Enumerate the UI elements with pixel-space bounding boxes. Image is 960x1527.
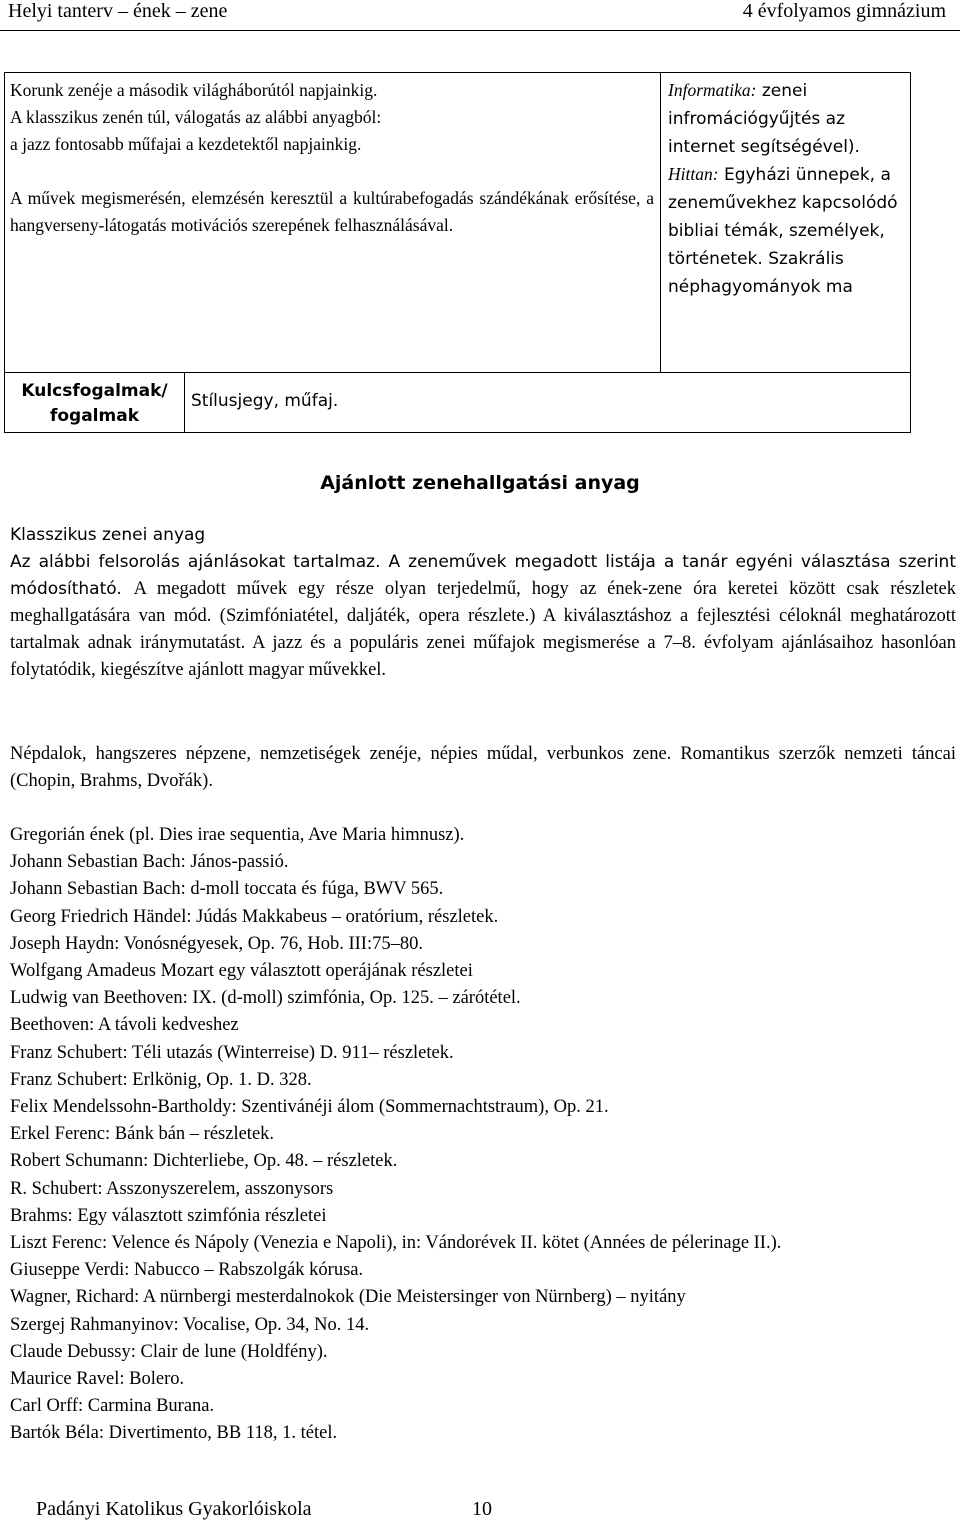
list-item: R. Schubert: Asszonyszerelem, asszonysors <box>10 1178 334 1199</box>
list-item: Johann Sebastian Bach: János-passió. <box>10 852 289 873</box>
list-item: Liszt Ferenc: Velence és Nápoly (Venezia e Napoli), in: Vándorévek II. kötet (Années de pélerinage II.). <box>10 1233 782 1254</box>
footer-school-name: Padányi Katolikus Gyakorlóiskola <box>36 1498 312 1520</box>
connections-cell <box>668 77 908 301</box>
key-concepts-label <box>5 379 184 429</box>
page-footer <box>36 1498 492 1521</box>
list-item: Georg Friedrich Händel: Júdás Makkabeus – oratórium, részletek. <box>10 906 499 927</box>
list-item: Brahms: Egy választott szimfónia részletei <box>10 1205 327 1226</box>
list-item: Johann Sebastian Bach: d-moll toccata és fúga, BWV 565. <box>10 879 444 900</box>
page-header <box>0 0 960 31</box>
list-item: Wagner, Richard: A nürnbergi mesterdalnokok (Die Meistersinger von Nürnberg) – nyitány <box>10 1287 686 1308</box>
works-list <box>10 822 956 1448</box>
hittan-text: Egyházi ünnepek, a zeneművekhez kapcsolódó bibliai témák, személyek, történetek. Szakrális néphagyományok ma <box>668 165 898 297</box>
header-curriculum-title: Helyi tanterv – ének – zene <box>8 0 228 22</box>
list-item: Ludwig van Beethoven: IX. (d-moll) szimfónia, Op. 125. – zárótétel. <box>10 988 521 1009</box>
content-cell <box>10 77 654 239</box>
section-title: Ajánlott zenehallgatási anyag <box>320 472 640 494</box>
intro-paragraph-sentence-a: Az alábbi felsorolás ajánlásokat tartalmaz. A zeneművek megadott listája a tanár egyéni választása szerint módosítható. <box>10 552 956 599</box>
key-concepts-label-line-1: Kulcsfogalmak/ <box>21 381 168 401</box>
content-table <box>4 72 911 373</box>
list-item: Beethoven: A távoli kedveshez <box>10 1015 239 1036</box>
folk-paragraph-text: Népdalok, hangszeres népzene, nemzetiségek zenéje, népies műdal, verbunkos zene. Romantikus szerzők nemzeti táncai (Chopin, Brahms, Dvořák). <box>10 744 956 791</box>
content-paragraph: A művek megismerésén, elemzésén keresztül a kultúrabefogadás szándékának erősítése, a hangverseny-látogatás motivációs szerepének felhasználásával. <box>10 188 654 235</box>
content-line-2: A klasszikus zenén túl, válogatás az alábbi anyagból: <box>10 107 382 127</box>
list-item: Robert Schumann: Dichterliebe, Op. 48. – részletek. <box>10 1151 398 1172</box>
page-number: 10 <box>472 1498 492 1520</box>
informatika-text: zenei infromációgyűjtés az internet segítségével). <box>668 81 860 157</box>
list-item: Franz Schubert: Erlkönig, Op. 1. D. 328. <box>10 1069 312 1090</box>
hittan-label: Hittan: <box>668 164 719 184</box>
key-concepts-table <box>4 372 911 433</box>
list-item: Gregorián ének (pl. Dies irae sequentia, Ave Maria himnusz). <box>10 825 465 845</box>
list-item: Carl Orff: Carmina Burana. <box>10 1396 215 1417</box>
intro-paragraph <box>10 549 956 684</box>
section-subtitle: Klasszikus zenei anyag <box>10 525 206 545</box>
informatika-label: Informatika: <box>668 80 757 100</box>
list-item: Erkel Ferenc: Bánk bán – részletek. <box>10 1124 275 1145</box>
folk-paragraph <box>10 741 956 795</box>
table-divider <box>184 373 185 432</box>
table-divider <box>660 73 661 372</box>
content-line-1: Korunk zenéje a második világháborútól napjainkig. <box>10 80 378 100</box>
key-concepts-value: Stílusjegy, műfaj. <box>191 391 339 411</box>
list-item: Felix Mendelssohn-Bartholdy: Szentivánéji álom (Sommernachtstraum), Op. 21. <box>10 1097 609 1118</box>
list-item: Szergej Rahmanyinov: Vocalise, Op. 34, No. 14. <box>10 1314 370 1335</box>
header-school-type: 4 évfolyamos gimnázium <box>742 0 946 22</box>
content-line-3: a jazz fontosabb műfajai a kezdetektől napjainkig. <box>10 134 362 154</box>
list-item: Claude Debussy: Clair de lune (Holdfény). <box>10 1341 328 1362</box>
list-item: Maurice Ravel: Bolero. <box>10 1369 185 1390</box>
list-item: Joseph Haydn: Vonósnégyesek, Op. 76, Hob. III:75–80. <box>10 933 423 954</box>
list-item: Wolfgang Amadeus Mozart egy választott operájának részletei <box>10 961 473 982</box>
list-item: Giuseppe Verdi: Nabucco – Rabszolgák kórusa. <box>10 1260 364 1281</box>
list-item: Bartók Béla: Divertimento, BB 118, 1. tétel. <box>10 1423 338 1444</box>
list-item: Franz Schubert: Téli utazás (Winterreise) D. 911– részletek. <box>10 1042 454 1063</box>
key-concepts-label-line-2: fogalmak <box>49 406 140 426</box>
intro-paragraph-sentence-b: A megadott művek egy része olyan terjedelmű, hogy az ének-zene óra keretei között csak részletek meghallgatására van mód. (Szimfóniatétel, daljáték, opera részlete.) A kiválasztáshoz a fejlesztési céloknál meghatározott tartalmak adnak iránymutatást. A jazz és a populáris zenei műfajok megismerése a 7–8. évfolyam ajánlásaihoz hasonlóan folytatódik, kiegészítve ajánlott magyar művekkel. <box>10 579 957 680</box>
